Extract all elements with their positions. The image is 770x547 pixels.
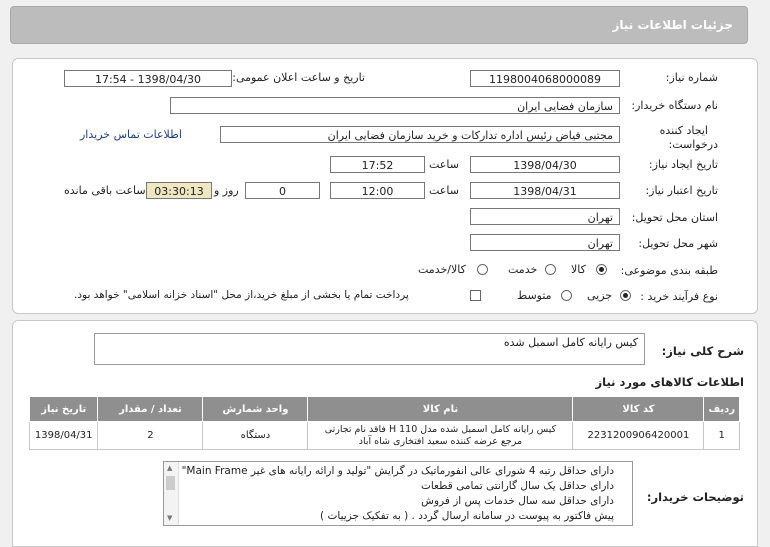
created-date-label: تاریخ ایجاد نیاز: [648, 158, 718, 171]
cell-date: 1398/04/31 [30, 422, 98, 450]
province-field: تهران [470, 208, 620, 225]
col-date: تاریخ نیاز [30, 397, 98, 422]
cell-name-line2: مرجع عرضه کننده سعید افتخاری شاه آباد [358, 435, 523, 447]
days-label: روز و [214, 184, 239, 197]
buyer-org-field: سازمان فضایی ایران [170, 97, 620, 114]
days-field: 0 [245, 182, 320, 199]
remaining-time-field: 03:30:13 [146, 182, 212, 199]
announce-label: تاریخ و ساعت اعلان عمومی: [232, 71, 365, 84]
table-row [30, 422, 740, 450]
col-qty: تعداد / مقدار [98, 397, 203, 422]
process-label: نوع فرآیند خرید : [640, 290, 718, 303]
remaining-label: ساعت باقی مانده [64, 184, 146, 197]
created-time-field: 17:52 [330, 156, 425, 173]
category-option-goods: کالا [571, 263, 586, 276]
goods-section-title: اطلاعات کالاهای مورد نیاز [595, 375, 744, 389]
category-label: طبقه بندی موضوعی: [620, 264, 718, 277]
page-title: جزئیات اطلاعات نیاز [612, 18, 733, 32]
buyer-note-line-4: پیش فاکتور به پیوست در سامانه ارسال گردد . ( به تفکیک جزییات ) [320, 510, 614, 522]
col-code: کد کالا [573, 397, 704, 422]
process-option-medium: متوسط [517, 289, 552, 302]
created-time-label: ساعت [429, 158, 459, 171]
col-row: ردیف [704, 397, 740, 422]
summary-field: کیس رایانه کامل اسمبل شده [94, 333, 645, 365]
valid-date-field: 1398/04/31 [470, 182, 620, 199]
announce-field: 1398/04/30 - 17:54 [64, 70, 232, 87]
payment-note: پرداخت تمام یا بخشی از مبلغ خرید،از محل "اسناد خزانه اسلامی" خواهد بود. [74, 289, 409, 301]
goods-table-header [30, 397, 740, 422]
scroll-down-icon[interactable]: ▼ [167, 514, 173, 522]
col-name: نام کالا [308, 397, 573, 422]
buyer-org-label: نام دستگاه خریدار: [631, 99, 718, 112]
notes-scrollbar[interactable] [164, 462, 179, 525]
goods-table [29, 396, 740, 450]
category-option-both: کالا/خدمت [418, 263, 466, 276]
treasury-checkbox[interactable] [470, 290, 481, 301]
need-number-label: شماره نیاز: [665, 71, 718, 84]
process-radio-minor[interactable] [620, 290, 631, 301]
valid-time-field: 12:00 [330, 182, 425, 199]
created-date-field: 1398/04/30 [470, 156, 620, 173]
valid-date-label: تاریخ اعتبار نیاز: [645, 184, 718, 197]
buyer-notes-label: توضیحات خریدار: [646, 490, 744, 504]
buyer-note-line-1: دارای حداقل رتبه 4 شورای عالی انفورماتیک در گرایش "تولید و ارائه رایانه های غیر Main Frame" [181, 465, 614, 477]
cell-name-line1: کیس رایانه کامل اسمبل شده مدل H 110 فاقد نام تجارتی [324, 423, 557, 435]
col-unit: واحد شمارش [203, 397, 308, 422]
category-option-service: خدمت [508, 263, 538, 276]
buyer-note-line-2: دارای حداقل یک سال گارانتی تمامی قطعات [420, 480, 614, 492]
creator-field: مجتبی فیاض رئیس اداره تدارکات و خرید سازمان فضایی ایران [220, 126, 620, 143]
city-label: شهر محل تحویل: [638, 237, 718, 250]
creator-label-2: درخواست: [668, 138, 718, 151]
cell-qty: 2 [98, 422, 203, 450]
city-field: تهران [470, 234, 620, 251]
scroll-up-icon[interactable]: ▲ [167, 464, 173, 472]
creator-label-1: ایجاد کننده [659, 124, 708, 137]
cell-code: 2231200906420001 [573, 422, 704, 450]
buyer-contact-link[interactable]: اطلاعات تماس خریدار [80, 128, 182, 141]
valid-time-label: ساعت [429, 184, 459, 197]
process-radio-medium[interactable] [561, 290, 572, 301]
category-radio-both[interactable] [477, 264, 488, 275]
summary-label: شرح کلی نیاز: [661, 344, 744, 358]
category-radio-goods[interactable] [596, 264, 607, 275]
buyer-note-line-3: دارای حداقل سه سال خدمات پس از فروش [421, 495, 614, 507]
page-header [10, 6, 748, 44]
scroll-thumb[interactable] [166, 476, 175, 490]
cell-name [308, 422, 573, 450]
process-option-minor: جزیی [587, 289, 613, 302]
cell-row: 1 [704, 422, 740, 450]
province-label: استان محل تحویل: [631, 211, 718, 224]
need-number-field: 1198004068000089 [470, 70, 620, 87]
buyer-notes-box[interactable] [163, 461, 633, 526]
cell-unit: دستگاه [203, 422, 308, 450]
category-radio-service[interactable] [545, 264, 556, 275]
